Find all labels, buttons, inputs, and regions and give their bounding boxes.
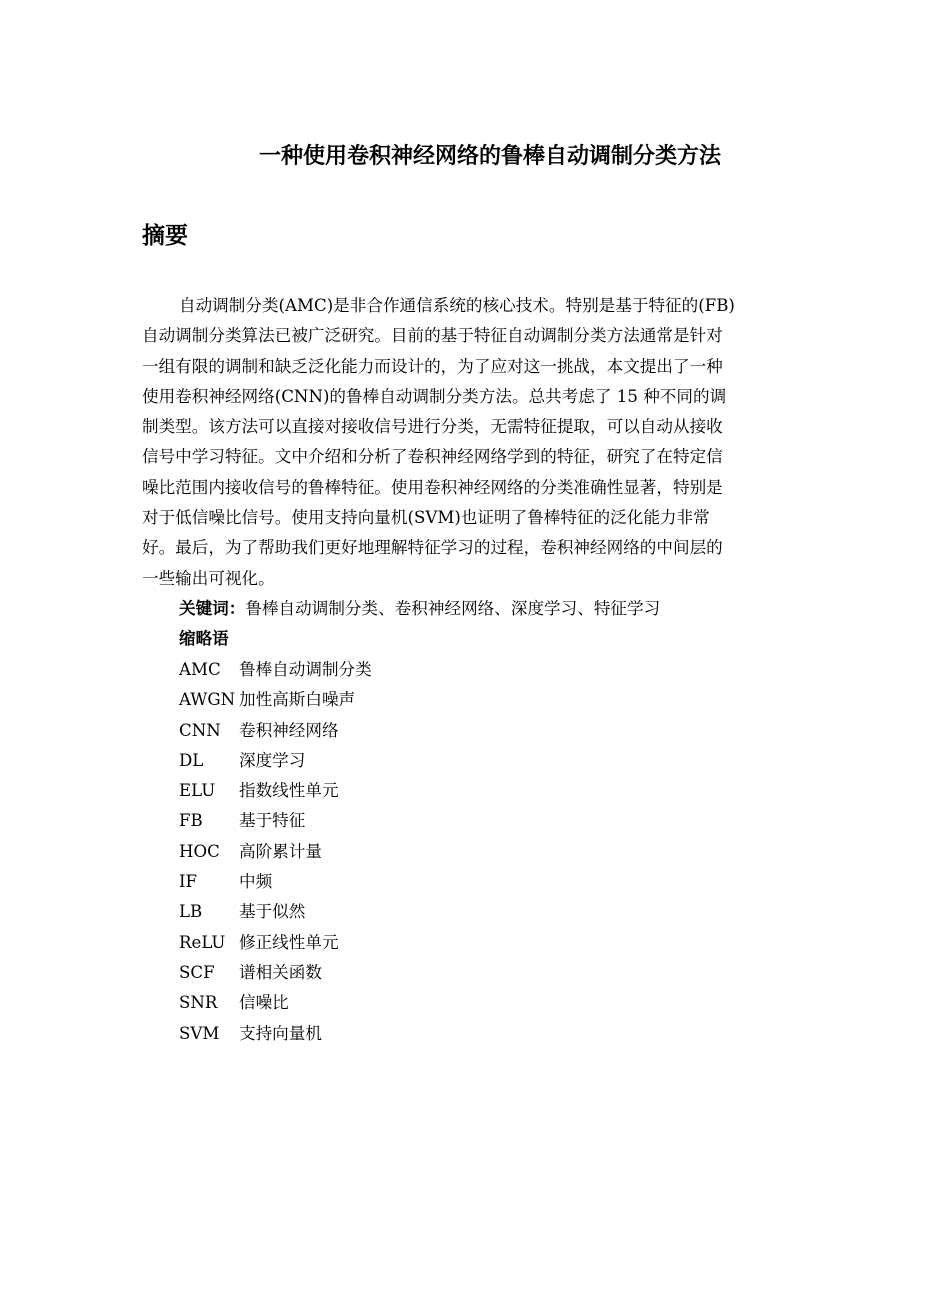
abbreviation-term: CNN (179, 720, 221, 740)
abbreviation-term: DL (179, 750, 204, 770)
abbreviation-row (179, 746, 499, 776)
abbreviation-definition: 指数线性单元 (239, 781, 339, 801)
abstract-line: 制类型。该方法可以直接对接收信号进行分类，无需特征提取，可以自动从接收 (142, 417, 723, 437)
keywords-text: 鲁棒自动调制分类、卷积神经网络、深度学习、特征学习 (245, 599, 661, 618)
abbreviation-term: ELU (179, 781, 216, 801)
abbreviation-row (179, 897, 499, 927)
abbreviation-row (179, 867, 499, 897)
abbreviation-term: SCF (179, 962, 215, 982)
abbreviation-row (179, 806, 499, 836)
abbreviation-term: ReLU (179, 932, 226, 952)
abbreviation-definition: 深度学习 (239, 750, 306, 770)
abbreviation-row (179, 776, 499, 806)
abbreviation-row (179, 988, 499, 1018)
abbreviation-definition: 加性高斯白噪声 (239, 690, 356, 710)
abbreviation-term: SVM (179, 1023, 220, 1043)
abbreviation-term: AWGN (179, 690, 236, 710)
abbreviation-definition: 基于似然 (239, 902, 306, 922)
abbreviation-row (179, 716, 499, 746)
abstract-line: 自动调制分类(AMC)是非合作通信系统的核心技术。特别是基于特征的(FB) (179, 296, 735, 315)
abbreviation-term: SNR (179, 993, 218, 1013)
abstract-line: 好。最后，为了帮助我们更好地理解特征学习的过程，卷积神经网络的中间层的 (142, 538, 723, 558)
abstract-line: 对于低信噪比信号。使用支持向量机(SVM)也证明了鲁棒特征的泛化能力非常 (142, 508, 710, 528)
abbreviation-definition: 高阶累计量 (239, 841, 322, 861)
abbreviation-row (179, 837, 499, 867)
abstract-line: 自动调制分类算法已被广泛研究。目前的基于特征自动调制分类方法通常是针对 (142, 326, 723, 346)
abbreviation-definition: 基于特征 (239, 811, 306, 831)
abbreviation-row (179, 1019, 499, 1049)
abstract-line: 一些输出可视化。 (142, 568, 275, 588)
abbreviation-term: HOC (179, 841, 220, 861)
abbreviation-term: IF (179, 872, 198, 892)
abbreviation-term: AMC (179, 660, 221, 679)
abbreviation-row (179, 928, 499, 958)
abstract-line: 一组有限的调制和缺乏泛化能力而设计的，为了应对这一挑战，本文提出了一种 (142, 356, 723, 376)
paper-title: 一种使用卷积神经网络的鲁棒自动调制分类方法 (258, 144, 721, 169)
abbreviation-definition: 修正线性单元 (239, 932, 339, 952)
keywords-label: 关键词： (179, 599, 246, 618)
abstract-heading: 摘要 (142, 223, 188, 249)
abbreviations-list (179, 655, 499, 1049)
abstract-line: 噪比范围内接收信号的鲁棒特征。使用卷积神经网络的分类准确性显著，特别是 (142, 477, 723, 497)
abbreviation-row (179, 655, 499, 685)
abbreviation-term: LB (179, 902, 203, 922)
abbreviation-definition: 信噪比 (239, 993, 289, 1013)
abbreviations-heading: 缩略语 (179, 629, 229, 648)
abbreviation-row (179, 685, 499, 715)
abbreviation-definition: 谱相关函数 (239, 962, 322, 982)
abstract-body (142, 291, 787, 594)
abbreviation-row (179, 958, 499, 988)
abstract-line: 使用卷积神经网络(CNN)的鲁棒自动调制分类方法。总共考虑了 15 种不同的调 (142, 386, 727, 406)
abbreviation-term: FB (179, 811, 203, 831)
keywords-line (179, 594, 660, 624)
abbreviation-definition: 中频 (239, 872, 273, 892)
abstract-line: 信号中学习特征。文中介绍和分析了卷积神经网络学到的特征，研究了在特定信 (142, 447, 723, 467)
abbreviation-definition: 支持向量机 (239, 1023, 322, 1043)
abbreviation-definition: 卷积神经网络 (239, 720, 339, 740)
abbreviation-definition: 鲁棒自动调制分类 (239, 660, 372, 679)
